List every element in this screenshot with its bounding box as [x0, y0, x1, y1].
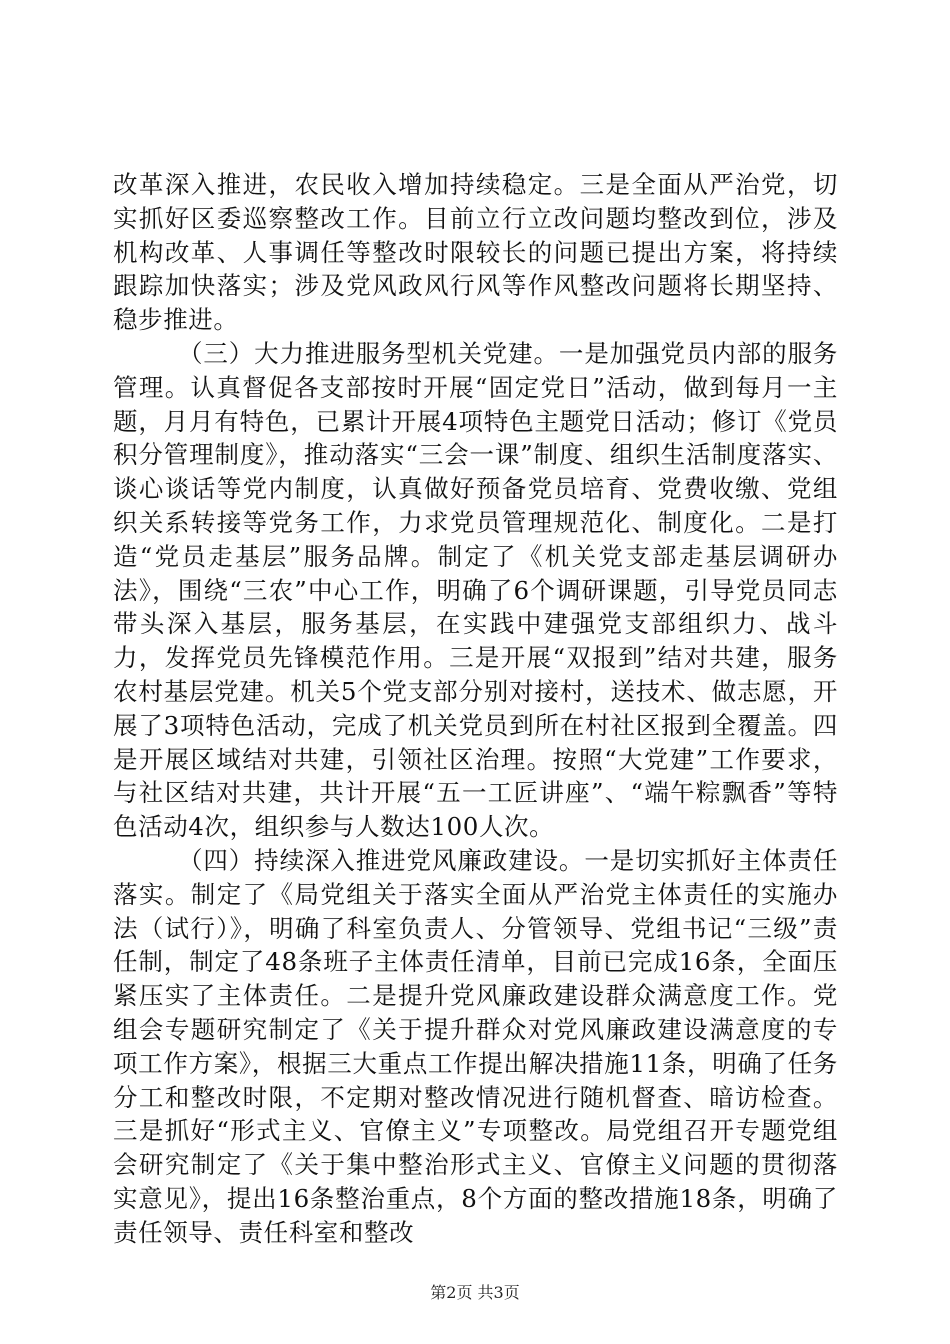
document-body [113, 168, 838, 1250]
body-paragraph-continued: 改革深入推进，农民收入增加持续稳定。三是全面从严治党，切实抓好区委巡察整改工作。目前立行立改问题均整改到位，涉及机构改革、人事调任等整改时限较长的问题已提出方案，将持续跟踪加快落实；涉及党风政风行风等作风整改问题将长期坚持、稳步推进。 [113, 170, 838, 335]
page-number-footer: 第2页 共3页 [430, 1283, 520, 1302]
body-paragraph-section-3: （三）大力推进服务型机关党建。一是加强党员内部的服务管理。认真督促各支部按时开展“固定党日”活动，做到每月一主题，月月有特色，已累计开展4项特色主题党日活动；修订《党员积分管理制度》，推动落实“三会一课”制度、组织生活制度落实、谈心谈话等党内制度，认真做好预备党员培育、党费收缴、党组织关系转接等党务工作，力求党员管理规范化、制度化。二是打造“党员走基层”服务品牌。制定了《机关党支部走基层调研办法》，围绕“三农”中心工作，明确了6个调研课题，引导党员同志带头深入基层，服务基层，在实践中建强党支部组织力、战斗力，发挥党员先锋模范作用。三是开展“双报到”结对共建，服务农村基层党建。机关5个党支部分别对接村，送技术、做志愿，开展了3项特色活动，完成了机关党员到所在村社区报到全覆盖。四是开展区域结对共建，引领社区治理。按照“大党建”工作要求，与社区结对共建，共计开展“五一工匠讲座”、“端午粽飘香”等特色活动4次，组织参与人数达100人次。 [113, 338, 838, 842]
body-paragraph-section-4: （四）持续深入推进党风廉政建设。一是切实抓好主体责任落实。制定了《局党组关于落实全面从严治党主体责任的实施办法（试行）》，明确了科室负责人、分管领导、党组书记“三级”责任制，制定了48条班子主体责任清单，目前已完成16条，全面压紧压实了主体责任。二是提升党风廉政建设群众满意度工作。党组会专题研究制定了《关于提升群众对党风廉政建设满意度的专项工作方案》，根据三大重点工作提出解决措施11条，明确了任务分工和整改时限，不定期对整改情况进行随机督查、暗访检查。三是抓好“形式主义、官僚主义”专项整改。局党组召开专题党组会研究制定了《关于集中整治形式主义、官僚主义问题的贯彻落实意见》，提出16条整治重点，8个方面的整改措施18条，明确了责任领导、责任科室和整改 [113, 845, 838, 1247]
